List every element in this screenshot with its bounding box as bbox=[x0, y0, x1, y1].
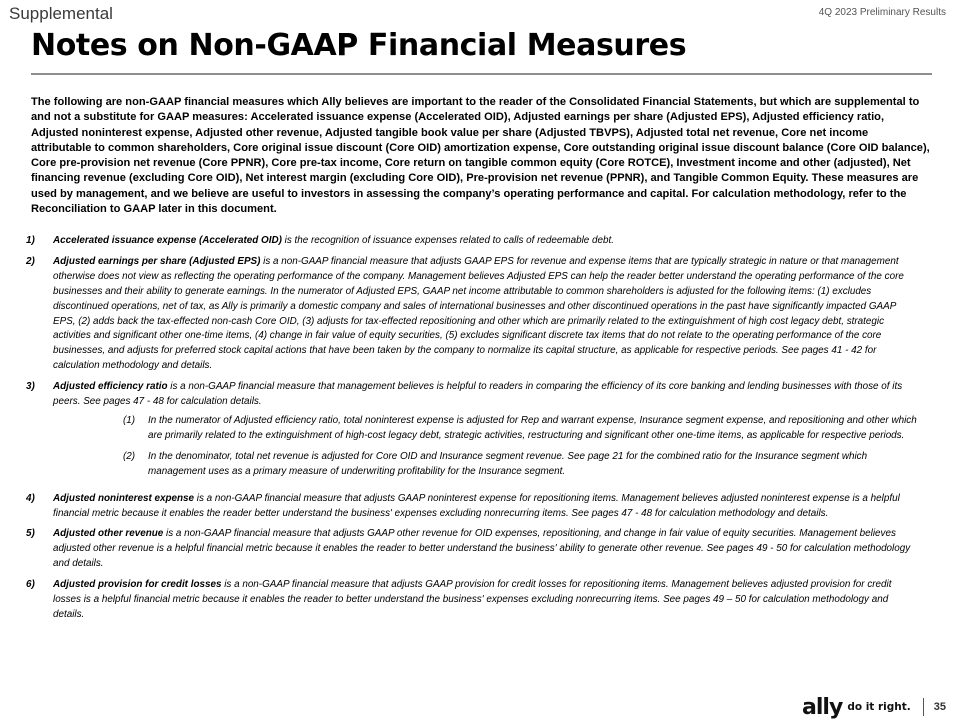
note-term: Adjusted efficiency ratio bbox=[53, 381, 168, 393]
sub-item-text: In the numerator of Adjusted efficiency ratio, total noninterest expense is adjusted for Rep and warrant expense, Insurance segment expense, and repositioning and other which are primarily related to the extinguishment of high-cost legacy debt, strategic activities, restructuring and significant other one-time items, as applicable for respective periods. bbox=[148, 414, 917, 441]
note-term: Adjusted earnings per share (Adjusted EPS) bbox=[53, 255, 261, 267]
list-item bbox=[26, 380, 921, 485]
sub-item-text: In the denominator, total net revenue is adjusted for Core OID and Insurance segment revenue. See page 21 for the combined ratio for the Insurance segment which management uses as a primary measure of underwriting profitability for the Insurance segment. bbox=[148, 450, 868, 477]
intro-paragraph: The following are non-GAAP financial measures which Ally believes are important to the reader of the Consolidated Financial Statements, but which are supplemental to and not a substitute for GAAP measures: Accelerated issuance expense (Accelerated OID), Adjusted earnings per share (Adjusted EPS), Adjusted efficiency ratio, Adjusted noninterest expense, Adjusted other revenue, Adjusted tangible book value per share (Adjusted TBVPS), Adjusted total net revenue, Core net income attributable to common shareholders, Core original issue discount (Core OID) amortization expense, Core outstanding original issue discount balance (Core OID balance), Core pre-provision net revenue (Core PPNR), Core pre-tax income, Core return on tangible common equity (Core ROTCE), Investment income and other (adjusted), Net financing revenue (excluding Core OID), Net interest margin (excluding Core OID), Pre-provision net revenue (PPNR), and Tangible Common Equity. These measures are used by management, and we believe are useful to investors in assessing the company’s operating performance and capital. For calculation methodology, refer to the Reconciliation to GAAP later in this document. bbox=[31, 96, 930, 216]
note-text: is a non-GAAP financial measure that adjusts GAAP other revenue for OID expenses, repositioning, and change in fair value of equity securities. Management believes adjusted other revenue is a helpful financial metric because it enables the reader to better understand the business' ability to generate other revenue. See pages 49 - 50 for calculation methodology and details. bbox=[53, 528, 911, 570]
footer-divider bbox=[923, 698, 924, 716]
note-text: is a non-GAAP financial measure that adjusts GAAP noninterest expense for repositioning items. Management believes adjusted noninterest expense is a helpful financial metric because it enables the reader better understand the business' expenses excluding nonrecurring items. See pages 47 - 48 for calculation methodology and details. bbox=[53, 492, 900, 519]
note-number: 2) bbox=[26, 255, 35, 267]
note-body bbox=[53, 527, 921, 572]
note-text: is a non-GAAP financial measure that management believes is helpful to readers in comparing the efficiency of its core banking and lending businesses with those of its peers. See pages 47 - 48 for calculation details. bbox=[53, 381, 903, 408]
sub-item-number: (1) bbox=[123, 414, 136, 426]
sub-item bbox=[123, 450, 921, 480]
note-body bbox=[53, 492, 921, 522]
page-title: Notes on Non-GAAP Financial Measures bbox=[31, 28, 687, 63]
note-term: Adjusted noninterest expense bbox=[53, 492, 195, 504]
list-item bbox=[26, 492, 921, 522]
list-item bbox=[26, 234, 921, 249]
note-term: Accelerated issuance expense (Accelerated OID) bbox=[53, 235, 282, 246]
title-divider bbox=[31, 73, 932, 75]
note-text: is a non-GAAP financial measure that adjusts GAAP EPS for revenue and expense items that are typically strategic in nature or that management otherwise does not view as reflecting the operating performance of the company. Management believes Adjusted EPS can help the reader better understand the operating performance of the core businesses and their ability to generate earnings. In the numerator of Adjusted EPS, GAAP net income attributable to common shareholders is adjusted for the following items: (1) excludes discontinued operations, net of tax, as Ally is primarily a domestic company and sales of international businesses and other discontinued operations in the past have significantly impacted GAAP EPS, (2) adds back the tax-effected non-cash Core OID, (3) adjusts for tax-effected repositioning and other which are primarily related to the extinguishment of high cost legacy debt, strategic activities and significant other one-time items, (4) change in fair value of equity securities, (5) excludes significant discrete tax items that do not relate to the operating performance of the core businesses, and adjusts for preferred stock capital actions that have been taken by the company to normalize its capital structure, as applicable for respective periods. See pages 41 - 42 for calculation methodology and details. bbox=[53, 255, 904, 372]
list-item bbox=[26, 578, 921, 623]
note-term: Adjusted other revenue bbox=[53, 528, 164, 540]
list-item bbox=[26, 527, 921, 572]
note-term: Adjusted provision for credit losses bbox=[53, 579, 222, 591]
note-body bbox=[53, 234, 921, 249]
notes-list bbox=[26, 234, 921, 629]
note-body bbox=[53, 255, 921, 374]
note-number: 6) bbox=[26, 579, 35, 591]
logo-tagline: do it right. bbox=[847, 701, 911, 713]
note-number: 5) bbox=[26, 528, 35, 540]
list-item bbox=[26, 255, 921, 374]
note-body bbox=[53, 380, 921, 485]
note-text: is a non-GAAP financial measure that adjusts GAAP provision for credit losses for repositioning items. Management believes adjusted provision for credit losses is a helpful financial metric because it enables the reader to better understand the business' expenses excluding nonrecurring items. See pages 49 – 50 for calculation methodology and details. bbox=[53, 579, 892, 620]
ally-logo: ally bbox=[802, 694, 843, 720]
section-label: Supplemental bbox=[9, 4, 113, 23]
note-number: 3) bbox=[26, 381, 35, 393]
sub-item bbox=[123, 414, 921, 444]
note-number: 4) bbox=[26, 492, 35, 504]
note-number: 1) bbox=[26, 235, 35, 246]
note-body bbox=[53, 578, 921, 623]
page-footer bbox=[802, 694, 946, 720]
note-text: is the recognition of issuance expenses related to calls of redeemable debt. bbox=[281, 235, 615, 246]
report-label: 4Q 2023 Preliminary Results bbox=[818, 7, 946, 18]
sub-item-number: (2) bbox=[123, 450, 136, 462]
page-number: 35 bbox=[933, 701, 946, 713]
